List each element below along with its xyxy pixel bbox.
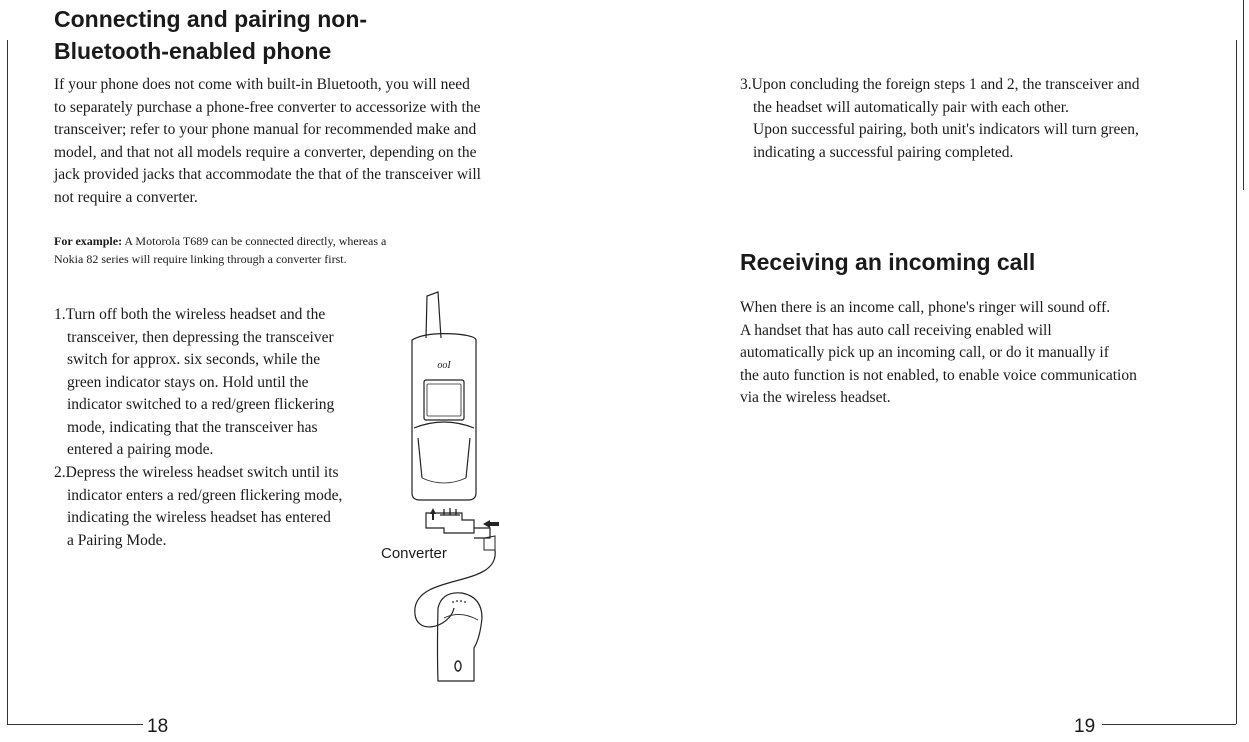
left-heading-line1: Connecting and pairing non- bbox=[54, 6, 368, 32]
intro-paragraph bbox=[54, 74, 481, 209]
intro-line: jack provided jacks that accommodate the that of the transceiver will bbox=[54, 166, 481, 183]
step2-line: indicator enters a red/green flickering mode, bbox=[67, 486, 343, 504]
step3-line: 3.Upon concluding the foreign steps 1 and 2, the transceiver and bbox=[740, 76, 1140, 93]
intro-line: transceiver; refer to your phone manual for recommended make and bbox=[54, 121, 477, 138]
step1-line: switch for approx. six seconds, while the bbox=[67, 351, 321, 368]
phone-converter-illustration bbox=[380, 288, 540, 688]
headset-body bbox=[438, 593, 483, 681]
example-line2: Nokia 82 series will require linking through a converter first. bbox=[54, 252, 347, 266]
intro-line: If your phone does not come with built-in Bluetooth, you will need bbox=[54, 76, 470, 93]
step2-line: a Pairing Mode. bbox=[67, 531, 167, 549]
left-arrow-icon bbox=[483, 520, 499, 528]
phone-screen bbox=[424, 380, 464, 420]
up-arrow-icon bbox=[430, 508, 436, 520]
example-line1: A Motorola T689 can be connected directly, whereas a bbox=[122, 234, 387, 248]
step1-line: mode, indicating that the transceiver has bbox=[67, 418, 318, 436]
right-page-edge bbox=[1236, 40, 1237, 724]
phone-antenna bbox=[426, 292, 441, 338]
left-heading bbox=[54, 3, 367, 67]
step3-line: indicating a successful pairing completed. bbox=[753, 143, 1014, 161]
step3-paragraph bbox=[740, 74, 1139, 164]
example-note bbox=[54, 232, 386, 268]
body-line: automatically pick up an incoming call, or do it manually if bbox=[740, 344, 1109, 361]
step1-line: entered a pairing mode. bbox=[67, 441, 214, 458]
body-line: When there is an income call, phone's ringer will sound off. bbox=[740, 299, 1111, 316]
converter-label: Converter bbox=[381, 545, 447, 562]
left-page-edge bbox=[7, 40, 8, 724]
step2-line: 2.Depress the wireless headset switch until its bbox=[54, 464, 339, 481]
example-label: For example: bbox=[54, 234, 123, 248]
body-line: A handset that has auto call receiving enabled will bbox=[740, 321, 1052, 339]
intro-line: to separately purchase a phone-free converter to accessorize with the bbox=[54, 98, 481, 116]
step1-line: indicator switched to a red/green flickering bbox=[67, 396, 335, 413]
spine-mark bbox=[1243, 0, 1244, 190]
right-footer-rule bbox=[1102, 724, 1236, 725]
step3-line: the headset will automatically pair with each other. bbox=[753, 98, 1069, 116]
step1-line: green indicator stays on. Hold until the bbox=[67, 373, 309, 391]
intro-line: model, and that not all models require a converter, depending on the bbox=[54, 143, 477, 161]
left-page-number: 18 bbox=[147, 716, 169, 737]
left-heading-line2: Bluetooth-enabled phone bbox=[54, 38, 332, 64]
right-page-number: 19 bbox=[1074, 716, 1096, 737]
step1-line: transceiver, then depressing the transceiver bbox=[67, 328, 334, 346]
step1-paragraph bbox=[54, 304, 334, 462]
step2-line: indicating the wireless headset has entered bbox=[67, 509, 331, 526]
phone-display-text: ooI bbox=[437, 360, 451, 371]
intro-line: not require a converter. bbox=[54, 188, 198, 206]
incoming-call-paragraph bbox=[740, 297, 1137, 410]
step1-line: 1.Turn off both the wireless headset and the bbox=[54, 306, 326, 323]
right-heading: Receiving an incoming call bbox=[740, 249, 1036, 275]
body-line: the auto function is not enabled, to enable voice communication bbox=[740, 366, 1137, 384]
left-footer-rule bbox=[7, 724, 143, 725]
body-line: via the wireless headset. bbox=[740, 389, 891, 406]
step3-line: Upon successful pairing, both unit's indicators will turn green, bbox=[753, 121, 1139, 138]
step2-paragraph bbox=[54, 462, 342, 552]
